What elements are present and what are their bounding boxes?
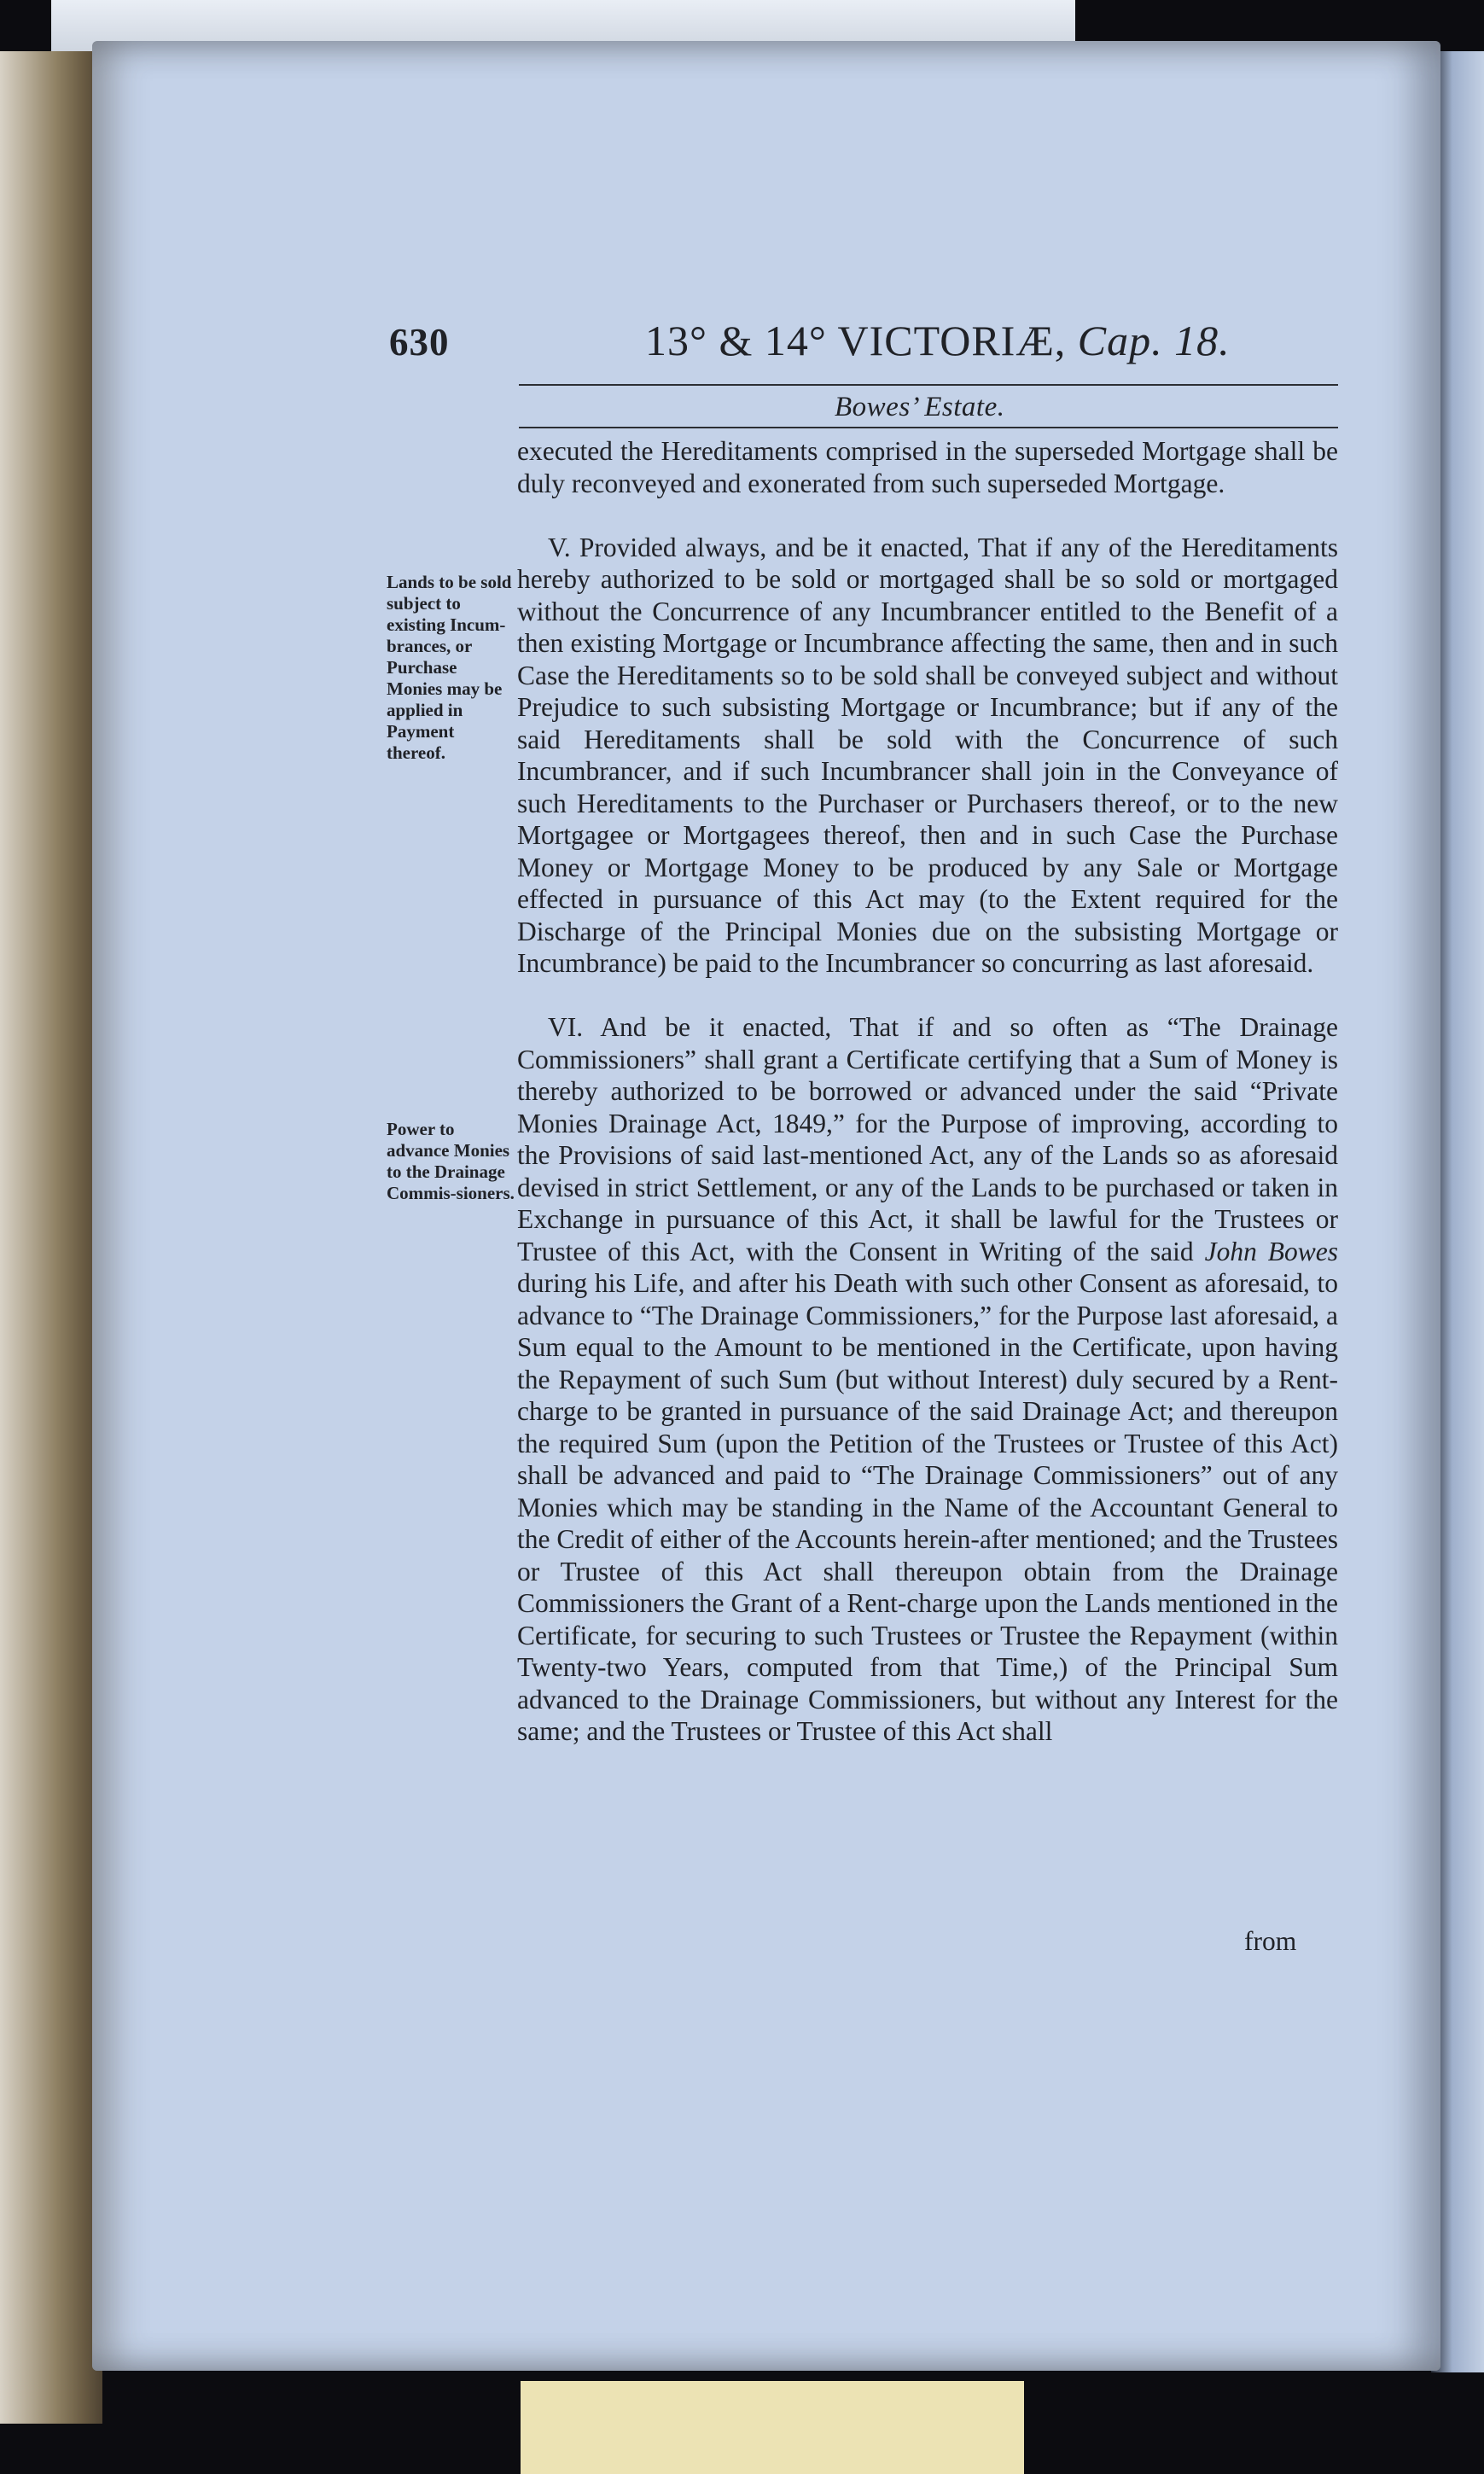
act-regnal-years: 13° & 14° VICTORIÆ, xyxy=(645,317,1067,364)
page-number: 630 xyxy=(389,321,450,364)
book-spine-edge xyxy=(0,51,102,2424)
header-rule-top xyxy=(519,384,1338,386)
margin-note-section-vi: Power to advance Monies to the Drainage Commis-sioners. xyxy=(387,1119,515,1203)
section-vi-person-name: John Bowes xyxy=(1204,1236,1338,1266)
body-text xyxy=(517,435,1338,1748)
section-vi-text-part1: VI. And be it enacted, That if and so often as “The Drainage Commissioners” shall grant a Certificate certifying that a Sum of Money is thereby authorized to be borrowed or advanced under the said “Private Monies Drainage Act, 1849,” for the Purpose of improving, according to the Provisions of said last-mentioned Act, any of the Lands so as aforesaid devised in strict Settlement, or any of the Lands to be purchased or taken in Exchange in pursuance of this Act, it shall be lawful for the Trustees or Trustee of this Act, with the Consent in Writing of the said xyxy=(517,1012,1338,1266)
running-head xyxy=(92,277,1440,422)
catchword: from xyxy=(1244,1926,1297,1956)
act-title xyxy=(645,316,1231,365)
continuation-paragraph: executed the Hereditaments comprised in the superseded Mortgage shall be duly reconveyed and exonerated from such superseded Mortgage. xyxy=(517,436,1338,498)
document-page xyxy=(92,41,1440,2371)
header-rule-bottom xyxy=(519,427,1338,428)
section-vi-text-part2: during his Life, and after his Death with such other Consent as aforesaid, to advance to “The Drainage Commissioners,” for the Purpose last aforesaid, a Sum equal to the Amount to be mentioned in the Certificate, upon having the Repayment of such Sum (but without Interest) duly secured by a Rent-charge to be granted in pursuance of the said Drainage Act; and thereupon the required Sum (upon the Petition of the Trustees or Trustee of this Act) shall be advanced and paid to “The Drainage Commissioners” out of any Monies which may be standing in the Name of the Accountant General to the Credit of either of the Accounts herein-after mentioned; and the Trustees or Trustee of this Act shall thereupon obtain from the Drainage Commissioners the Grant of a Rent-charge upon the Lands mentioned in the Certificate, for securing to such Trustees or Trustee the Repayment (within Twenty-two Years, computed from that Time,) of the Principal Sum advanced to the Drainage Commissioners, but without any Interest for the same; and the Trustees or Trustee of this Act shall xyxy=(517,1268,1338,1746)
margin-note-section-v: Lands to be sold subject to existing Incum-brances, or Purchase Monies may be applied in Payment thereof. xyxy=(387,572,512,763)
section-vi-paragraph xyxy=(517,1011,1338,1748)
bookmark-tab xyxy=(521,2381,1024,2474)
section-v-paragraph: V. Provided always, and be it enacted, That if any of the Hereditaments hereby authorized to be sold or mortgaged shall be so sold or mortgaged without the Concurrence of any Incumbrancer entitled to the Benefit of a then existing Mortgage or Incumbrance affecting the same, then and in such Case the Hereditaments so to be sold shall be conveyed subject and without Prejudice to such subsisting Mortgage or Incumbrance; but if any of the said Hereditaments shall be sold with the Concurrence of such Incumbrancer, and if such Incumbrancer shall join in the Conveyance of such Hereditaments to the Purchaser or Purchasers thereof, or to the new Mortgagee or Mortgagees thereof, then and in such Case the Purchase Money or Mortgage Money to be produced by any Sale or Mortgage effected in pursuance of this Act may (to the Extent required for the Discharge of the Principal Monies due on the subsisting Mortgage or Incumbrance) be paid to the Incumbrancer so concurring as last aforesaid. xyxy=(517,532,1338,978)
act-chapter: Cap. 18. xyxy=(1077,317,1231,364)
act-subtitle: Bowes’ Estate. xyxy=(835,392,1005,422)
